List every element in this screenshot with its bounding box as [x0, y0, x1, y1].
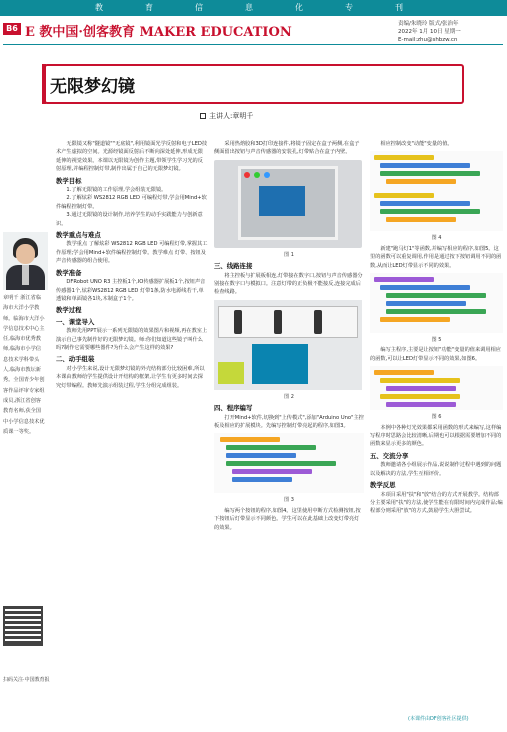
editor-line: 责编/朱晓玲 版式/张治年 — [398, 21, 459, 27]
goal-item: 3.通过无限镜的设计制作,培养学生的动手实践能力与创新意识。 — [56, 212, 203, 227]
heading-step4: 四、程序编写 — [214, 404, 253, 413]
heading-goal: 教学目标 — [56, 176, 82, 185]
title-deco-left — [42, 64, 46, 104]
top-banner — [0, 0, 507, 16]
square-icon — [200, 113, 206, 119]
header-info — [398, 20, 461, 44]
banner-char: 信 — [195, 3, 203, 12]
col3-paragraph: 相应控制改变"动能"变量的值。 — [380, 141, 453, 147]
col3-paragraph: 本例中各种灯光效果都采用函数的形式来编写,这样编写程序时思路会比较清晰,后期也可以根据需要增加不同的函数来显示更多的颜色。 — [370, 424, 502, 448]
col2-paragraph: 将主控板与扩展板相连,灯带接在数字口,按钮与声音传感器分别接在数字口与模拟口。注意灯带的正负极不能接反,连接完成后检查线路。 — [214, 272, 363, 296]
figure-2-image — [214, 300, 362, 390]
figure-5-caption: 图 5 — [431, 337, 442, 344]
host-name: 主讲人:章明千 — [209, 112, 254, 120]
step1-paragraph: 教师先用PPT展示一系列无限镜的效果图片和视频,再在教室上演示自己事先制作好的无限梦幻镜。师:你们知道这些镜子叫什么吗?制作它需要哪些器件?为什么会产生这样的效果? — [56, 328, 208, 351]
heading-step1: 一、课堂导入 — [56, 317, 95, 326]
heading-step5: 五、交流分享 — [370, 451, 409, 460]
col3-paragraph: 本项目采用"扶"和"放"结合的方式开展教学。结构部分主要采用"扶"的方法,使学生能在有限时间内完成作品;编程部分则采用"放"的方式,鼓励学生大胆尝试。 — [370, 491, 503, 515]
figure-6-caption: 图 6 — [431, 414, 442, 421]
date-line: 2022年 1月 10日 星期一 — [398, 29, 461, 35]
figure-4-image — [370, 151, 503, 231]
column-2 — [214, 140, 364, 700]
banner-char: 育 — [145, 3, 153, 12]
author-bio: 章明千 浙江省临海市大洋小学教师。临海市大洋小学信息技术中心主任,临海市优秀教师,临海市小学信息技术学科带头人,临海市教坛新秀。全国青少年创客作品评审专家组成员,浙江省创客教育名师,获全国中小学信息技术优质课一等奖。 — [3, 295, 45, 435]
column-3 — [370, 140, 503, 700]
figure-4-caption: 图 4 — [431, 235, 442, 242]
col3-paragraph: 新建"跑马灯1"等函数,并编写相应的程序,如图5。这里的函数可以重复调用,作用是通过按下按钮调用不同的函数,从而让LED灯带显示不同的效果。 — [370, 245, 502, 269]
goal-item: 2.了解炫彩 WS2812 RGB LED 可编程灯带,学会用Mind+软件编程控制灯带。 — [56, 195, 207, 210]
col2-paragraph: 打开Mind+软件,切换到"上传模式",添加"Arduino Uno"主控板及相应的扩展模块。先编写控制灯带亮起的程序,如图3。 — [214, 414, 364, 430]
figure-3-caption: 图 3 — [284, 497, 294, 504]
banner-char: 化 — [295, 3, 303, 12]
qr-caption: 扫码关注·中国教育报 — [3, 677, 50, 683]
banner-char: 刊 — [395, 3, 403, 12]
intro-paragraph: 无限镜又称"隧道镜""无底镜",利用镜面光学反射和电子LED技术产生虚拟的空间。光源经镜面反射后不断向深处延伸,形成无限延伸的视觉效果。本课以无限镜为创作主题,带领学生学习光的反射原理,并编程控制灯带,制作出属于自己的无限梦幻镜。 — [56, 141, 208, 173]
heading-reflection: 教学反思 — [370, 481, 396, 490]
figure-5-image — [370, 273, 503, 333]
heading-step2: 二、动手组装 — [56, 355, 95, 364]
goal-item: 1.了解无限镜的工作原理,学会组装无限镜。 — [66, 187, 167, 194]
col2-paragraph: 采用热熔胶和3D打印连接件,将镜子固定在盒子两侧,在盒子侧面留出按钮与声音传感器的安装孔,灯带贴合在盒子内壁。 — [214, 141, 360, 156]
key-paragraph: 教学重点 了解炫彩 WS2812 RGB LED 可编程灯带,掌握其工作原理;学会用Mind+软件编程控制灯带。教学难点 灯带、按钮及声音传感器的组合使用。 — [56, 241, 208, 265]
figure-6-image — [370, 366, 503, 410]
article-title: 无限梦幻镜 — [50, 77, 135, 97]
heading-process: 教学过程 — [56, 306, 82, 315]
col3-paragraph: 教师邀请各小组展示作品,说说制作过程中遇到的问题以及解决的方法,学生互相评价。 — [370, 462, 502, 477]
banner-char: 息 — [245, 3, 253, 12]
col3-paragraph: 编写主程序,主要是让按钮"功能"变量的值来调用相应的函数,可以让LED灯带显示不同的效果,如图6。 — [370, 347, 501, 362]
source-note: (本课件由DF创客社区提供) — [408, 716, 469, 722]
col2-paragraph: 编写两个按钮的程序,如图4。这里使用中断方式检测按钮,按下按钮后灯带显示不同颜色。学生可以在此基础上改变灯带亮灯的效果。 — [214, 507, 361, 531]
figure-3-image — [214, 433, 364, 493]
author-photo — [3, 232, 48, 290]
section-title: E 教中国·创客教育 MAKER EDUCATION — [25, 25, 292, 40]
email-line: E-mail:zhu@shbzw.cn — [398, 37, 458, 43]
page-number: B6 — [3, 23, 21, 35]
figure-1-caption: 图 1 — [284, 251, 294, 258]
figure-2-caption: 图 2 — [284, 393, 294, 400]
heading-key: 教学重点与难点 — [56, 231, 101, 240]
header-rule — [3, 44, 503, 45]
column-1 — [56, 140, 208, 700]
heading-prep: 教学准备 — [56, 268, 82, 277]
host-line — [200, 111, 253, 121]
banner-char: 教 — [95, 3, 103, 12]
heading-step3: 三、线路连接 — [214, 262, 253, 271]
qr-code — [3, 606, 43, 646]
banner-char: 专 — [345, 3, 353, 12]
prep-paragraph: DFRobot UNO R3 主控板1个,IO传感器扩展板1个,按钮声音传感器1个,炫彩WS2812 RGB LED 灯带1条,防水电源线若干,单透镜和单面镜各1块,木制盒子1个。 — [56, 279, 206, 302]
step2-paragraph: 对小学生来说,设计无限梦幻镜的外壳结构部分比较困难,所以本课由教师给学生提供设计开结构的框架,让学生有更多时间去探究灯带编程。教师先演示组装过程,学生分组完成组装。 — [56, 365, 205, 389]
figure-1-image — [214, 160, 362, 248]
